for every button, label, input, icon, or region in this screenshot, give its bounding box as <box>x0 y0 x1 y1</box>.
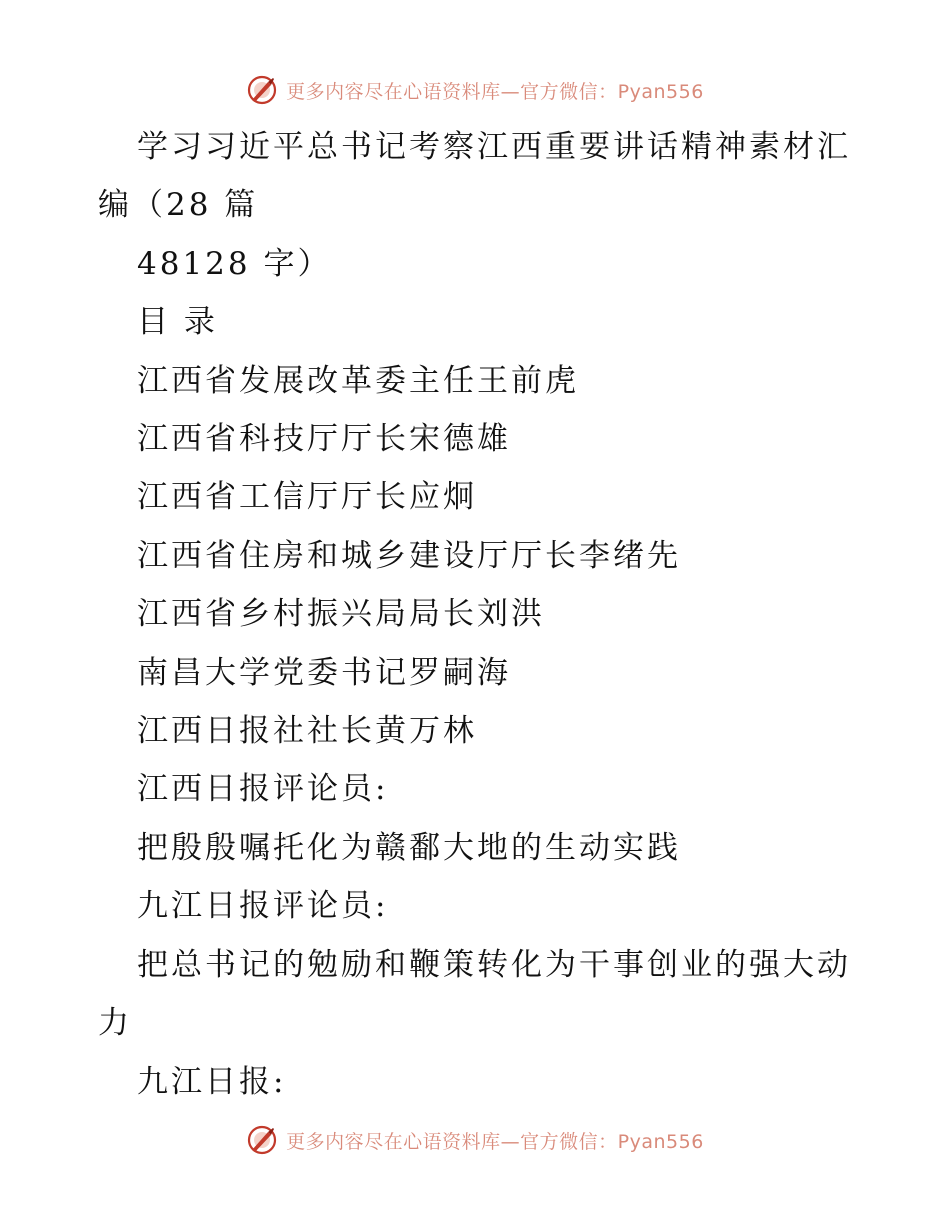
toc-entry: 江西省发展改革委主任王前虎 <box>137 362 579 399</box>
document-title-line-3: 48128 字） <box>137 245 332 282</box>
toc-entry: 江西日报评论员: <box>137 771 389 808</box>
header-banner-text: 更多内容尽在心语资料库—官方微信：Pyan556 <box>286 80 704 103</box>
toc-entry: 把殷殷嘱托化为赣鄱大地的生动实践 <box>137 829 681 866</box>
toc-entry: 九江日报: <box>137 1063 287 1100</box>
toc-entry: 把总书记的勉励和鞭策转化为干事创业的强大动 <box>137 946 851 983</box>
toc-heading: 目 录 <box>137 304 218 341</box>
toc-entry: 九江日报评论员: <box>137 888 389 925</box>
document-body <box>0 118 950 1111</box>
toc-entry-continuation: 力 <box>98 1005 132 1042</box>
toc-entry: 江西省科技厅厅长宋德雄 <box>137 421 511 458</box>
toc-entry: 南昌大学党委书记罗嗣海 <box>137 654 511 691</box>
toc-entry: 江西日报社社长黄万林 <box>137 713 477 750</box>
toc-entry: 江西省乡村振兴局局长刘洪 <box>137 596 545 633</box>
toc-entry: 江西省住房和城乡建设厅厅长李绪先 <box>137 537 681 574</box>
quill-logo-icon <box>246 1124 278 1156</box>
document-title-line-2: 编（28 篇 <box>98 187 259 224</box>
header-watermark-banner <box>0 70 950 110</box>
quill-logo-icon <box>246 74 278 106</box>
footer-watermark-banner <box>0 1120 950 1160</box>
document-title-line-1: 学习习近平总书记考察江西重要讲话精神素材汇 <box>137 129 851 165</box>
toc-entry: 江西省工信厅厅长应炯 <box>137 479 477 516</box>
footer-banner-text: 更多内容尽在心语资料库—官方微信：Pyan556 <box>286 1130 704 1153</box>
